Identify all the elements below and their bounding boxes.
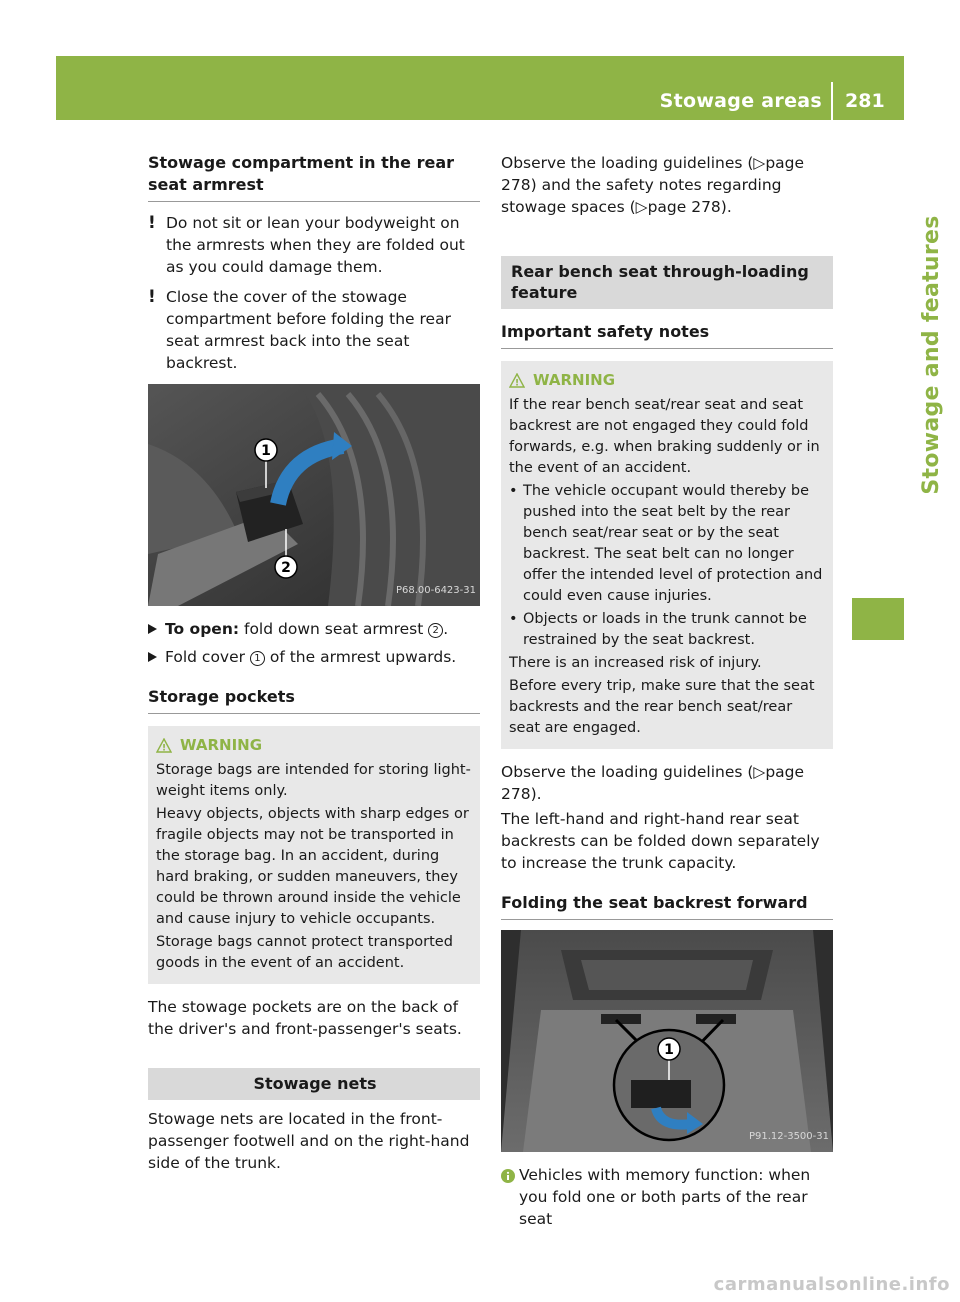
step-arrow-icon — [148, 618, 158, 644]
note-text: Do not sit or lean your bodyweight on the armrests when they are folded out as you could damage them. — [166, 214, 465, 276]
ref-circle-2: 2 — [428, 623, 443, 638]
section-title-armrest: Stowage compartment in the rear seat armrest — [148, 152, 480, 202]
warning-title: ! WARNING — [509, 369, 825, 391]
side-tab — [904, 120, 960, 590]
trunk-photo — [501, 930, 833, 1152]
section-title-pockets: Storage pockets — [148, 686, 480, 714]
note-armrest-1 — [148, 212, 480, 278]
warning-text: Heavy objects, objects with sharp edges or fragile objects may not be transported in the storage bag. In an accident, during hard braking, or sudden maneuvers, they could be thrown around inside the vehicle and cause injury to vehicle occupants. — [156, 806, 469, 927]
armrest-photo — [148, 384, 480, 606]
page-number: 281 — [845, 90, 885, 112]
page-ref-icon: ▷ — [635, 198, 648, 216]
image-code: P91.12-3500-31 — [748, 1131, 829, 1142]
ref-circle-1: 1 — [250, 651, 265, 666]
warning-triangle-icon — [156, 738, 172, 753]
section-title-through-loading: Rear bench seat through-loading feature — [501, 256, 833, 309]
svg-text:!: ! — [161, 743, 167, 753]
step-arrow-icon — [148, 646, 158, 672]
info-note-memory — [501, 1164, 833, 1230]
watermark: carmanualsonline.info — [713, 1274, 950, 1295]
side-tab-label: Stowage and features — [919, 215, 944, 495]
page-ref-link[interactable]: page 278 — [501, 763, 805, 803]
intro-text: Observe the loading guidelines (▷page 278) and the safety notes regarding stowage spaces (▷page 278). — [501, 154, 805, 216]
info-icon — [501, 1167, 515, 1189]
info-text: Vehicles with memory function: when you fold one or both parts of the rear seat — [519, 1166, 811, 1228]
section-title-folding: Folding the seat backrest forward — [501, 892, 833, 920]
guidelines-text: Observe the loading guidelines (▷page 278). — [501, 763, 805, 803]
page-ref-icon: ▷ — [753, 154, 766, 172]
note-text: Close the cover of the stowage compartment before folding the rear seat armrest back into the seat backrest. — [166, 288, 451, 372]
step-fold-cover: Fold cover 1 of the armrest upwards. — [148, 646, 480, 668]
callout-1: 1 — [261, 443, 271, 459]
warning-box-pockets — [148, 726, 480, 984]
armrest-illustration — [148, 384, 480, 606]
section-title-nets: Stowage nets — [148, 1068, 480, 1100]
warning-text: Storage bags are intended for storing light-weight items only. — [156, 762, 471, 799]
subsection-safety-notes: Important safety notes — [501, 321, 833, 349]
nets-text: Stowage nets are located in the front-passenger footwell and on the right-hand side of the trunk. — [148, 1110, 470, 1172]
callout-1: 1 — [664, 1042, 674, 1058]
trunk-illustration — [501, 930, 833, 1152]
warning-bullet: • The vehicle occupant would thereby be pushed into the seat belt by the rear bench seat/rear seat or by the seat backrest. The seat belt can no longer offer the intended level of protection and could even cause injuries. — [509, 481, 825, 607]
exclamation-icon: ! — [148, 213, 156, 233]
header-separator — [831, 82, 833, 120]
warning-text: If the rear bench seat/rear seat and seat backrest are not engaged they could fold forwards, e.g. when braking suddenly or in the event of an accident. — [509, 397, 820, 476]
svg-text:!: ! — [514, 378, 520, 388]
header-title: Stowage areas — [659, 90, 822, 112]
page-ref-link[interactable]: page 278 — [647, 198, 721, 216]
side-tab-block — [852, 598, 904, 640]
warning-bullet: • Objects or loads in the trunk cannot be restrained by the seat backrest. — [509, 609, 825, 651]
step-label: To open: — [165, 620, 240, 638]
warning-text: Before every trip, make sure that the seat backrests and the rear bench seat/rear seat are engaged. — [509, 678, 815, 736]
exclamation-icon: ! — [148, 287, 156, 307]
step-open: To open: fold down seat armrest 2 . — [148, 618, 480, 640]
split-text: The left-hand and right-hand rear seat backrests can be folded down separately to increase the trunk capacity. — [501, 810, 820, 872]
warning-box-seat — [501, 361, 833, 749]
page-ref-icon: ▷ — [753, 763, 766, 781]
callout-2: 2 — [281, 560, 291, 576]
warning-text: Storage bags cannot protect transported goods in the event of an accident. — [156, 934, 453, 971]
page-ref-link[interactable]: page 278 — [501, 154, 805, 194]
note-armrest-2 — [148, 286, 480, 374]
warning-triangle-icon — [509, 373, 525, 388]
left-column — [148, 152, 480, 1177]
warning-text: There is an increased risk of injury. — [509, 655, 762, 671]
pockets-text: The stowage pockets are on the back of the driver's and front-passenger's seats. — [148, 998, 462, 1038]
right-column — [501, 152, 833, 1230]
image-code: P68.00-6423-31 — [395, 585, 476, 596]
warning-title: ! WARNING — [156, 734, 472, 756]
